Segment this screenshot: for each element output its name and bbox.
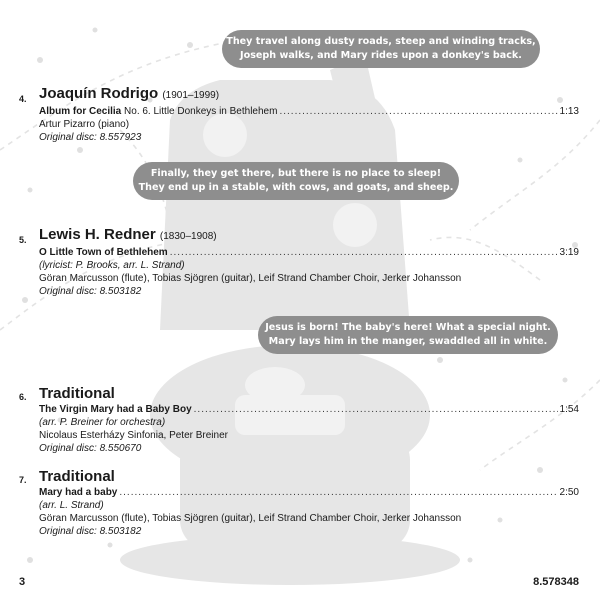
bubble-line: Finally, they get there, but there is no place to sleep!: [150, 168, 442, 179]
arrangement-credit: (lyricist: P. Brooks, arr. L. Strand): [39, 260, 185, 271]
original-disc: Original disc: 8.557923: [39, 132, 142, 143]
track-title-row: [39, 403, 579, 416]
track-duration: 3:19: [559, 247, 579, 258]
track-title-row: [39, 105, 579, 118]
leader-dots: [279, 105, 557, 118]
leader-dots: [194, 403, 558, 416]
arrangement-credit: (arr. L. Strand): [39, 500, 104, 511]
leader-dots: [170, 246, 558, 259]
bubble-line: Mary lays him in the manger, swaddled all in white.: [268, 336, 548, 347]
original-disc: Original disc: 8.550670: [39, 443, 142, 454]
page-number: 3: [19, 576, 26, 588]
track-title: O Little Town of Bethlehem: [39, 247, 168, 258]
original-disc: Original disc: 8.503182: [39, 286, 142, 297]
track-title: Album for Cecilia: [39, 106, 122, 117]
track-number: 6.: [19, 392, 27, 402]
performers: Nicolaus Esterházy Sinfonia, Peter Breiner: [39, 430, 228, 441]
performers: Göran Marcusson (flute), Tobias Sjögren (guitar), Leif Strand Chamber Choir, Jerker Johansson: [39, 273, 462, 284]
story-bubble-1: [222, 30, 540, 68]
composer-name: [39, 385, 579, 403]
arrangement-credit: (arr. P. Breiner for orchestra): [39, 417, 166, 428]
leader-dots: [119, 486, 557, 499]
track-title: The Virgin Mary had a Baby Boy: [39, 404, 192, 415]
composer-label: Lewis H. Redner: [39, 226, 156, 243]
track-title-row: [39, 246, 579, 259]
bubble-line: They end up in a stable, with cows, and goats, and sheep.: [138, 182, 454, 193]
bubble-line: Joseph walks, and Mary rides upon a donkey's back.: [240, 50, 522, 61]
composer-label: Traditional: [39, 468, 115, 485]
bubble-line: They travel along dusty roads, steep and winding tracks,: [226, 36, 536, 47]
track-duration: 1:54: [559, 404, 579, 415]
composer-name: [39, 85, 579, 105]
composer-dates: (1901–1999): [162, 90, 220, 101]
original-disc: Original disc: 8.503182: [39, 526, 142, 537]
track-number: 4.: [19, 94, 27, 104]
composer-name: [39, 468, 579, 486]
track-number: 5.: [19, 235, 27, 245]
track-title-suffix: No. 6. Little Donkeys in Bethlehem: [124, 106, 278, 117]
track-title-row: [39, 486, 579, 499]
composer-name: [39, 226, 579, 246]
composer-label: Traditional: [39, 385, 115, 402]
story-bubble-3: [258, 316, 558, 354]
performers: Artur Pizarro (piano): [39, 119, 130, 130]
track-duration: 1:13: [559, 106, 579, 117]
catalogue-number: 8.578348: [533, 576, 579, 588]
performers: Göran Marcusson (flute), Tobias Sjögren (guitar), Leif Strand Chamber Choir, Jerker Johansson: [39, 513, 462, 524]
track-title: Mary had a baby: [39, 487, 118, 498]
track-number: 7.: [19, 475, 27, 485]
bubble-line: Jesus is born! The baby's here! What a special night.: [265, 322, 551, 333]
composer-label: Joaquín Rodrigo: [39, 85, 159, 102]
composer-dates: (1830–1908): [159, 231, 217, 242]
track-duration: 2:50: [559, 487, 579, 498]
story-bubble-2: [133, 162, 459, 200]
